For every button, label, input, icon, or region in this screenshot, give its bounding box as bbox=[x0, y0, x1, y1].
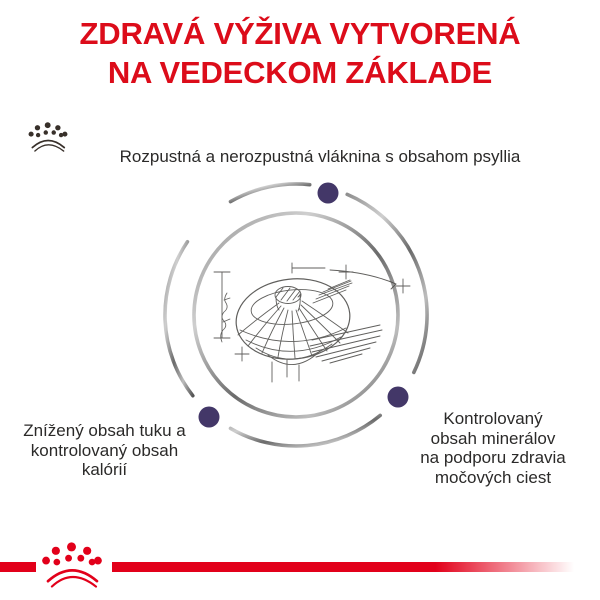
page-title-line1: ZDRAVÁ VÝŽIVA VYTVORENÁ bbox=[79, 16, 521, 51]
bullet-top-icon bbox=[318, 183, 339, 204]
feature-br-line2: obsah minerálov bbox=[430, 428, 556, 448]
outer-orbit-ring bbox=[165, 184, 427, 446]
footer-bar-left bbox=[0, 562, 36, 572]
inner-orbit-ring bbox=[194, 213, 398, 417]
feature-br-line3: na podporu zdravia bbox=[420, 448, 566, 467]
royal-canin-crown-footer-icon bbox=[38, 542, 106, 588]
feature-br-line4: močových ciest bbox=[434, 467, 552, 487]
feature-top-text: Rozpustná a nerozpustná vláknina s obsahom psyllia bbox=[119, 147, 521, 166]
bullet-bottom-left-icon bbox=[199, 407, 220, 428]
feature-bl-line1: Znížený obsah tuku a bbox=[23, 421, 186, 440]
kibble-sketch-icon bbox=[214, 263, 410, 382]
feature-bl-line2: kontrolovaný obsah bbox=[30, 440, 179, 460]
footer-bar-right bbox=[112, 562, 574, 572]
page-title-line2: NA VEDECKOM ZÁKLADE bbox=[107, 55, 493, 90]
bullet-bottom-right-icon bbox=[388, 387, 409, 408]
feature-br-line1: Kontrolovaný bbox=[443, 409, 543, 428]
feature-bl-line3: kalórií bbox=[81, 460, 128, 479]
